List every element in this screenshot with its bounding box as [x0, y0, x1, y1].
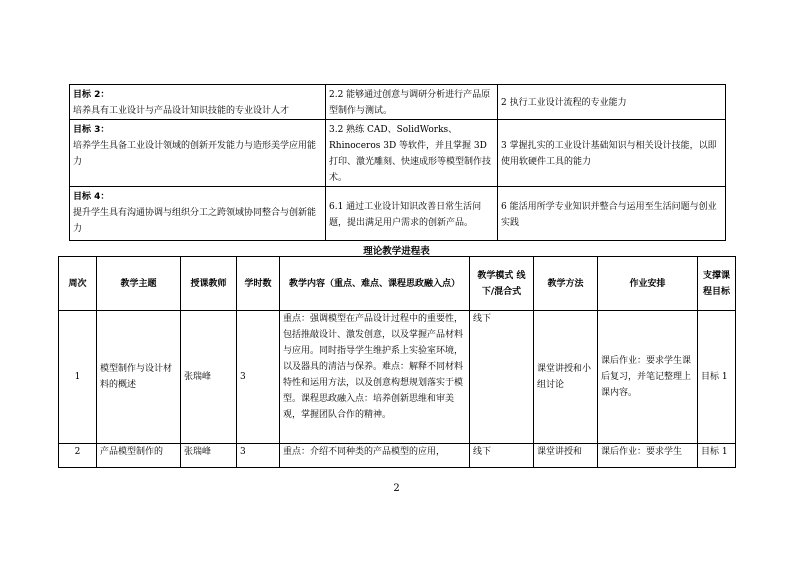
schedule-caption: 理论教学进程表 [363, 246, 430, 257]
header-content: 教学内容（重点、难点、课程思政融入点） [280, 257, 470, 311]
topic-cell: 模型制作与设计材料的概述 [97, 311, 181, 444]
method-cell: 课堂讲授和 [534, 444, 598, 468]
goal-title: 目标 4： [73, 192, 110, 202]
topic-cell: 产品模型制作的 [97, 444, 181, 468]
header-mode: 教学模式 线下/混合式 [470, 257, 534, 311]
content-cell: 重点：强调模型在产品设计过程中的重要性，包括推敲设计、激发创意，以及掌握产品材料与应用。同时指导学生维护系上实验室环境，以及器具的清洁与保养。难点：解释不同材料特性和运用方法，以及创意构想规划落实于模型。课程思政融入点：培养创新思维和审美观，掌握团队合作的精神。 [280, 311, 470, 444]
goal-desc: 培养具有工业设计与产品设计知识技能的专业设计人才 [73, 106, 290, 116]
requirement-cell: 6.1 通过工业设计知识改善日常生活问题，提出满足用户需求的创新产品。 [326, 187, 498, 241]
schedule-header-row [59, 257, 736, 311]
requirement-cell: 2.2 能够通过创意与调研分析进行产品原型制作与测试。 [326, 85, 498, 120]
header-homework: 作业安排 [598, 257, 698, 311]
table-row [59, 444, 736, 468]
header-hours: 学时数 [237, 257, 280, 311]
goal-cell [70, 85, 326, 120]
hours-cell: 3 [237, 311, 280, 444]
goal-desc: 提升学生具有沟通协调与组织分工之跨领域协同整合与创新能力 [73, 208, 317, 234]
goal-title: 目标 3： [73, 125, 110, 135]
goal-row [70, 120, 726, 187]
target-cell: 目标 1 [698, 444, 736, 468]
goal-title: 目标 2： [73, 90, 110, 100]
header-method: 教学方法 [534, 257, 598, 311]
goal-row [70, 187, 726, 241]
requirement-cell: 3.2 熟练 CAD、SolidWorks、Rhinoceros 3D 等软件，并且掌握 3D 打印、激光雕刻、快速成形等模型制作技术。 [326, 120, 498, 187]
goal-cell [70, 120, 326, 187]
goal-row [70, 85, 726, 120]
page-number: 2 [393, 483, 400, 494]
goal-cell [70, 187, 326, 241]
ability-cell: 6 能活用所学专业知识并整合与运用至生活问题与创业实践 [498, 187, 726, 241]
teacher-cell: 张瑞峰 [181, 311, 237, 444]
homework-cell: 课后作业：要求学生课后复习，并笔记整理上课内容。 [598, 311, 698, 444]
header-target: 支撑课程目标 [698, 257, 736, 311]
week-cell: 2 [59, 444, 97, 468]
ability-cell: 3 掌握扎实的工业设计基础知识与相关设计技能，以即使用软硬件工具的能力 [498, 120, 726, 187]
header-topic: 教学主题 [97, 257, 181, 311]
goal-desc: 培养学生具备工业设计领域的创新开发能力与造形美学应用能力 [73, 141, 317, 167]
goals-table [69, 84, 726, 241]
hours-cell: 3 [237, 444, 280, 468]
mode-cell: 线下 [470, 444, 534, 468]
week-cell: 1 [59, 311, 97, 444]
mode-cell: 线下 [470, 311, 534, 444]
schedule-table [58, 256, 736, 468]
teacher-cell: 张瑞峰 [181, 444, 237, 468]
header-week: 周次 [59, 257, 97, 311]
ability-cell: 2 执行工业设计流程的专业能力 [498, 85, 726, 120]
table-row [59, 311, 736, 444]
header-teacher: 授课教师 [181, 257, 237, 311]
homework-cell: 课后作业：要求学生 [598, 444, 698, 468]
method-cell: 课堂讲授和小组讨论 [534, 311, 598, 444]
target-cell: 目标 1 [698, 311, 736, 444]
content-cell: 重点：介绍不同种类的产品模型的应用， [280, 444, 470, 468]
